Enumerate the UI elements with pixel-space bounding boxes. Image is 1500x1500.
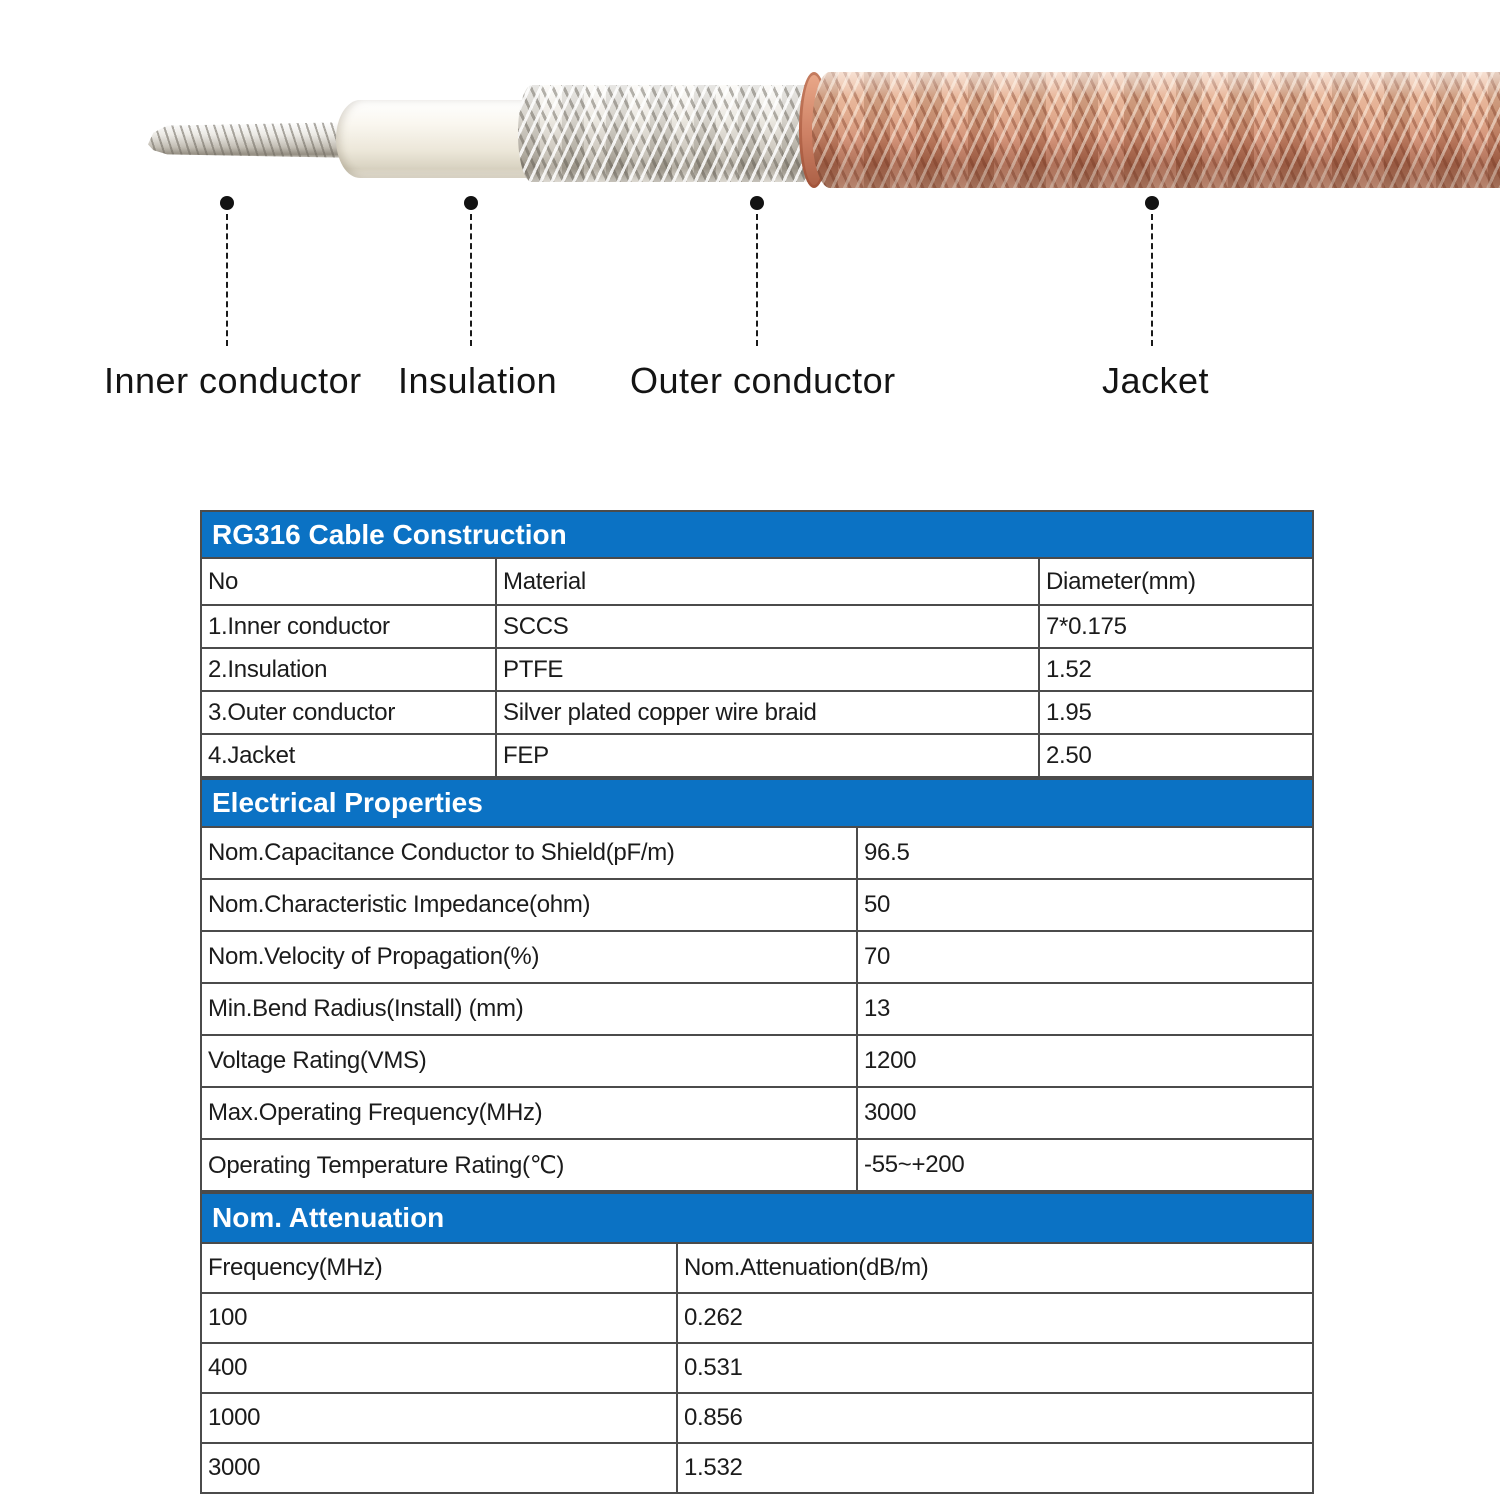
table-title: Electrical Properties (201, 779, 1313, 827)
cell: Max.Operating Frequency(MHz) (201, 1087, 857, 1139)
cell: Operating Temperature Rating(℃) (201, 1139, 857, 1191)
cell: 3.Outer conductor (201, 691, 496, 734)
cell: 1200 (857, 1035, 1313, 1087)
cell: FEP (496, 734, 1039, 777)
cell: SCCS (496, 605, 1039, 648)
cell: 1.52 (1039, 648, 1313, 691)
cell: 1.532 (677, 1443, 1313, 1493)
pointer-line (756, 214, 758, 346)
table-row (201, 983, 1313, 1035)
table-row (201, 1293, 1313, 1343)
cell: 13 (857, 983, 1313, 1035)
cell: 1.Inner conductor (201, 605, 496, 648)
label-insulation: Insulation (398, 360, 558, 401)
jacket-graphic (812, 72, 1500, 188)
pointer-dot (750, 196, 764, 210)
table-title: RG316 Cable Construction (201, 511, 1313, 558)
table-row (201, 691, 1313, 734)
construction-table (200, 510, 1314, 778)
pointer-line (470, 214, 472, 346)
column-header: Frequency(MHz) (201, 1243, 677, 1293)
cell: 0.262 (677, 1293, 1313, 1343)
cell: -55~+200 (857, 1139, 1313, 1191)
cell: Nom.Capacitance Conductor to Shield(pF/m) (201, 827, 857, 879)
attenuation-title-row (201, 1193, 1313, 1243)
label-jacket: Jacket (1102, 360, 1210, 401)
electrical-table (200, 778, 1314, 1192)
inner-conductor-graphic (148, 122, 360, 158)
table-row (201, 1139, 1313, 1191)
cell: 1.95 (1039, 691, 1313, 734)
label-outer-conductor: Outer conductor (630, 360, 896, 401)
insulation-graphic (336, 100, 536, 178)
outer-conductor-graphic (518, 85, 830, 182)
cell: 3000 (857, 1087, 1313, 1139)
pointer-dot (464, 196, 478, 210)
attenuation-header-row (201, 1243, 1313, 1293)
cell: 7*0.175 (1039, 605, 1313, 648)
table-row (201, 648, 1313, 691)
cell: 400 (201, 1343, 677, 1393)
cell: 2.50 (1039, 734, 1313, 777)
cell: 100 (201, 1293, 677, 1343)
table-row (201, 1035, 1313, 1087)
table-row (201, 1443, 1313, 1493)
table-row (201, 1087, 1313, 1139)
table-row (201, 931, 1313, 983)
cell: 1000 (201, 1393, 677, 1443)
cell: 50 (857, 879, 1313, 931)
cell: Voltage Rating(VMS) (201, 1035, 857, 1087)
pointer-line (1151, 214, 1153, 346)
cell: 70 (857, 931, 1313, 983)
table-row (201, 827, 1313, 879)
electrical-title-row (201, 779, 1313, 827)
column-header: Nom.Attenuation(dB/m) (677, 1243, 1313, 1293)
table-row (201, 1343, 1313, 1393)
cell: Nom.Velocity of Propagation(%) (201, 931, 857, 983)
cell: Nom.Characteristic Impedance(ohm) (201, 879, 857, 931)
column-header: Material (496, 558, 1039, 605)
attenuation-table (200, 1192, 1314, 1494)
table-row (201, 605, 1313, 648)
construction-title-row (201, 511, 1313, 558)
cell: 0.856 (677, 1393, 1313, 1443)
cell: 2.Insulation (201, 648, 496, 691)
cell: 0.531 (677, 1343, 1313, 1393)
cell: Silver plated copper wire braid (496, 691, 1039, 734)
pointer-dot (220, 196, 234, 210)
cell: 96.5 (857, 827, 1313, 879)
cable-photo (0, 0, 1500, 420)
cell: 4.Jacket (201, 734, 496, 777)
column-header: No (201, 558, 496, 605)
column-header: Diameter(mm) (1039, 558, 1313, 605)
spec-tables (200, 510, 1314, 1494)
pointer-dot (1145, 196, 1159, 210)
cell: 3000 (201, 1443, 677, 1493)
table-row (201, 879, 1313, 931)
table-row (201, 1393, 1313, 1443)
construction-header-row (201, 558, 1313, 605)
pointer-line (226, 214, 228, 346)
cell: Min.Bend Radius(Install) (mm) (201, 983, 857, 1035)
table-row (201, 734, 1313, 777)
cell: PTFE (496, 648, 1039, 691)
label-inner-conductor: Inner conductor (104, 360, 362, 401)
table-title: Nom. Attenuation (201, 1193, 1313, 1243)
